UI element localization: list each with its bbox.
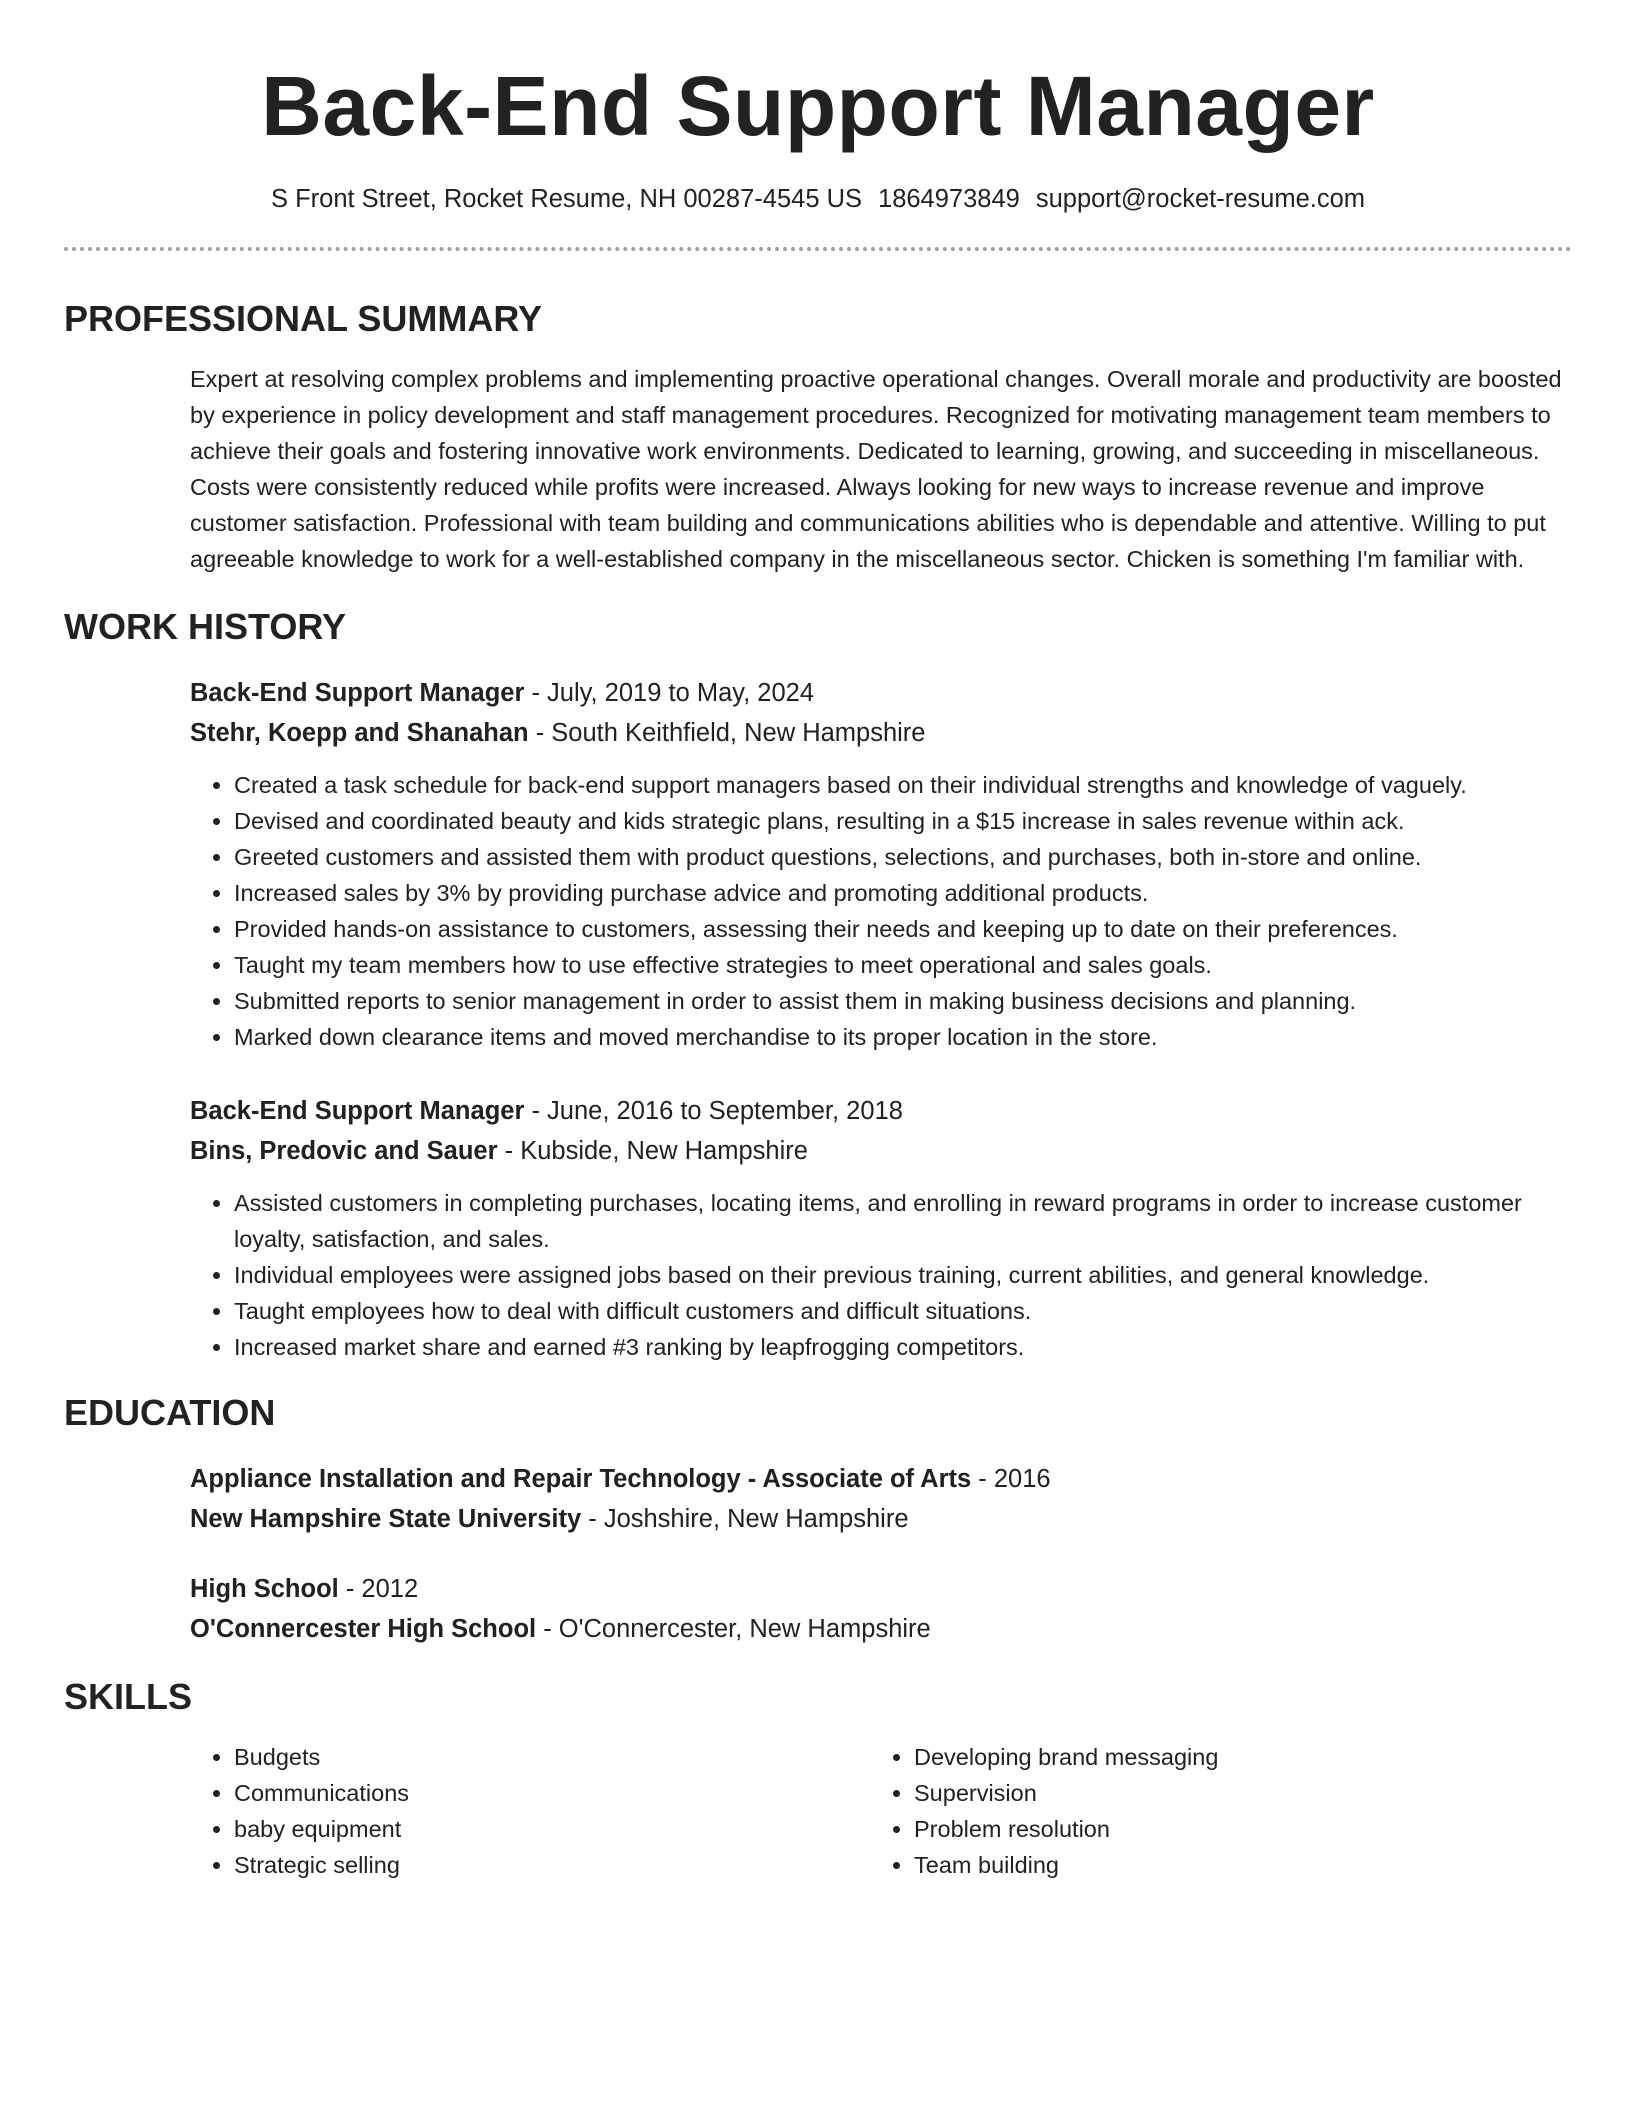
education-year: - 2016 (971, 1465, 1051, 1493)
job-bullet: • Increased market share and earned #3 ranking by leapfrogging competitors. (234, 1329, 1572, 1365)
education-entry (190, 1569, 1572, 1649)
job-company-line (190, 713, 1572, 753)
job-bullet: • Individual employees were assigned jobs based on their previous training, current abilities, and general knowledge. (234, 1257, 1572, 1293)
job-bullet: • Created a task schedule for back-end support managers based on their individual strengths and knowledge of vaguely. (234, 767, 1572, 803)
skill-item: • Strategic selling (234, 1847, 870, 1883)
work-history-list (190, 673, 1572, 1365)
skills-grid (190, 1739, 1572, 1883)
job-bullet: • Increased sales by 3% by providing purchase advice and promoting additional products. (234, 875, 1572, 911)
job-role-line (190, 673, 1572, 713)
education-school: O'Connercester High School (190, 1615, 537, 1643)
job-bullet: • Assisted customers in completing purchases, locating items, and enrolling in reward programs in order to increase customer loyalty, satisfaction, and sales. (234, 1185, 1572, 1257)
resume-page (64, 0, 1572, 1883)
job-bullet: • Devised and coordinated beauty and kids strategic plans, resulting in a $15 increase in sales revenue within ack. (234, 803, 1572, 839)
job-bullet: • Provided hands-on assistance to customers, assessing their needs and keeping up to date on their preferences. (234, 911, 1572, 947)
education-school-line (190, 1609, 1572, 1649)
job-role-line (190, 1091, 1572, 1131)
skills-column-right (870, 1739, 1550, 1883)
job-bullets (190, 767, 1572, 1055)
contact-phone: 1864973849 (878, 185, 1020, 213)
job-location: - South Keithfield, New Hampshire (528, 719, 926, 747)
section-title-work-history: WORK HISTORY (64, 606, 347, 647)
job-bullet: • Marked down clearance items and moved merchandise to its proper location in the store. (234, 1019, 1572, 1055)
contact-line (64, 182, 1572, 216)
job-bullet: • Greeted customers and assisted them with product questions, selections, and purchases, both in-store and online. (234, 839, 1572, 875)
education-entry (190, 1459, 1572, 1539)
education-year: - 2012 (338, 1575, 419, 1603)
section-title-skills: SKILLS (64, 1676, 193, 1717)
summary-text: Expert at resolving complex problems and implementing proactive operational changes. Overall morale and productivity are boosted by experience in policy development and staff management procedures. Recognized for motivating management team members to achieve their goals and fostering innovative work environments. Dedicated to learning, growing, and succeeding in miscellaneous. Costs were consistently reduced while profits were increased. Always looking for new ways to increase revenue and improve customer satisfaction. Professional with team building and communications abilities who is dependable and attentive. Willing to put agreeable knowledge to work for a well-established company in the miscellaneous sector. Chicken is something I'm familiar with. (190, 366, 1562, 572)
education-degree: High School (190, 1575, 339, 1603)
education-degree: Appliance Installation and Repair Technology - Associate of Arts (190, 1465, 972, 1493)
job-bullet: • Taught employees how to deal with difficult customers and difficult situations. (234, 1293, 1572, 1329)
skill-item: • Communications (234, 1775, 870, 1811)
job-dates: - July, 2019 to May, 2024 (524, 679, 815, 707)
education-location: - Joshshire, New Hampshire (581, 1505, 909, 1533)
job-company: Stehr, Koepp and Shanahan (190, 719, 529, 747)
skill-item: • Problem resolution (914, 1811, 1550, 1847)
skill-item: • Supervision (914, 1775, 1550, 1811)
job-bullet: • Taught my team members how to use effective strategies to meet operational and sales goals. (234, 947, 1572, 983)
job-company-line (190, 1131, 1572, 1171)
skills-column-left (190, 1739, 870, 1883)
job-bullet: • Submitted reports to senior management in order to assist them in making business decisions and planning. (234, 983, 1572, 1019)
header-divider (64, 247, 1572, 251)
education-location: - O'Connercester, New Hampshire (536, 1615, 931, 1643)
job-bullets (190, 1185, 1572, 1365)
section-title-education: EDUCATION (64, 1392, 276, 1433)
job-entry (190, 673, 1572, 1055)
skill-item: • Team building (914, 1847, 1550, 1883)
skill-item: • Developing brand messaging (914, 1739, 1550, 1775)
education-school-line (190, 1499, 1572, 1539)
contact-address: S Front Street, Rocket Resume, NH 00287-4545 US (270, 185, 863, 213)
job-location: - Kubside, New Hampshire (497, 1137, 808, 1165)
contact-email: support@rocket-resume.com (1035, 185, 1366, 213)
education-degree-line (190, 1459, 1572, 1499)
skill-item: • baby equipment (234, 1811, 870, 1847)
job-entry (190, 1091, 1572, 1365)
skill-item: • Budgets (234, 1739, 870, 1775)
education-list (190, 1459, 1572, 1649)
job-role: Back-End Support Manager (190, 1097, 525, 1125)
education-school: New Hampshire State University (190, 1505, 582, 1533)
job-dates: - June, 2016 to September, 2018 (524, 1097, 903, 1125)
resume-name: Back-End Support Manager (261, 59, 1375, 153)
section-title-summary: PROFESSIONAL SUMMARY (64, 298, 543, 339)
job-company: Bins, Predovic and Sauer (190, 1137, 498, 1165)
job-role: Back-End Support Manager (190, 679, 525, 707)
education-degree-line (190, 1569, 1572, 1609)
